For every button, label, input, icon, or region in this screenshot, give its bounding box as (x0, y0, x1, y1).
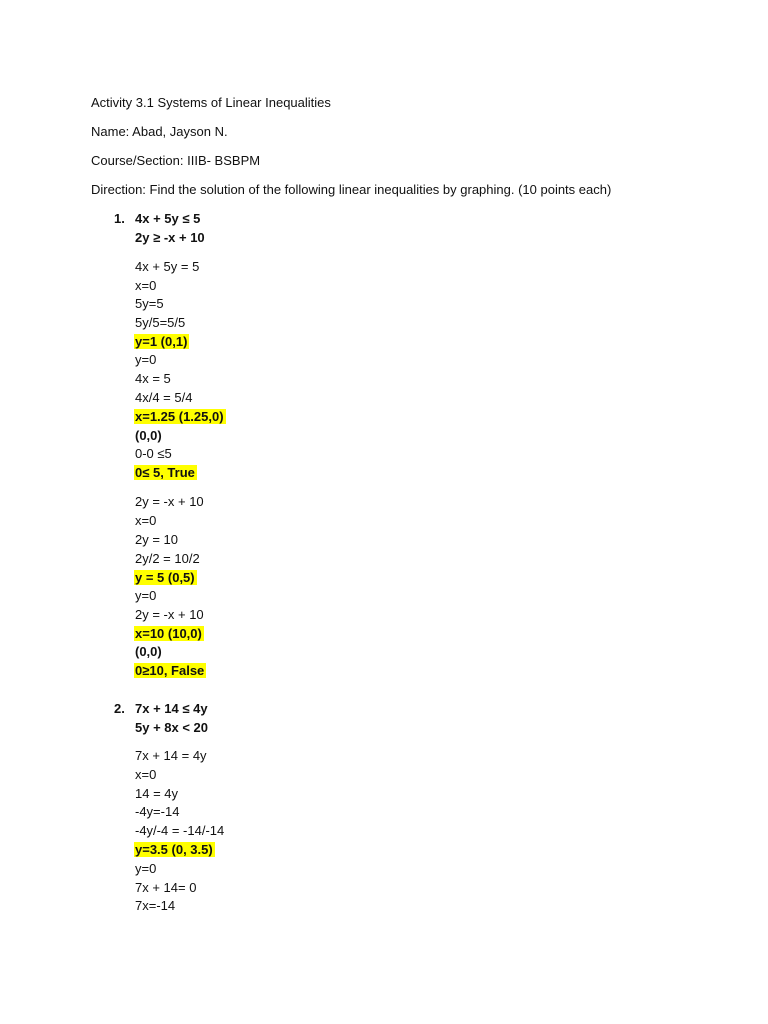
student-name: Name: Abad, Jayson N. (91, 124, 228, 139)
problem-1-inequality-2: 2y ≥ -x + 10 (135, 230, 205, 245)
problem-2-number: 2. (114, 701, 125, 716)
highlight: 0≥10, False (135, 663, 205, 678)
highlighted-result (135, 334, 189, 350)
work-line: y=0 (135, 352, 157, 367)
highlight: 0≤ 5, True (135, 465, 195, 480)
highlight: x=1.25 (1.25,0) (135, 409, 224, 424)
highlight: y = 5 (0,5) (135, 570, 195, 585)
work-line: -4y=-14 (135, 804, 180, 819)
direction-text: Direction: Find the solution of the following linear inequalities by graphing. (10 points each) (91, 182, 612, 197)
work-line: 2y/2 = 10/2 (135, 551, 200, 566)
work-line: 4x/4 = 5/4 (135, 390, 193, 405)
work-line: 5y=5 (135, 296, 164, 311)
work-line: 7x + 14 = 4y (135, 748, 207, 763)
work-line: 2y = -x + 10 (135, 494, 204, 509)
test-point: (0,0) (135, 428, 162, 443)
course-section: Course/Section: IIIB- BSBPM (91, 153, 261, 168)
highlighted-result (135, 842, 215, 858)
work-line: 0-0 ≤5 (135, 446, 172, 461)
highlighted-result (135, 663, 206, 679)
problem-2-inequality-2: 5y + 8x < 20 (135, 720, 209, 735)
work-line: 4x = 5 (135, 371, 171, 386)
highlighted-result (135, 626, 204, 642)
work-line: x=0 (135, 513, 157, 528)
problem-1-number: 1. (114, 211, 125, 226)
problem-1-inequality-1: 4x + 5y ≤ 5 (135, 211, 201, 226)
highlighted-result (135, 409, 226, 425)
work-line: 5y/5=5/5 (135, 315, 186, 330)
work-line: 4x + 5y = 5 (135, 259, 200, 274)
highlighted-result (135, 465, 197, 481)
work-line: y=0 (135, 861, 157, 876)
highlight: y=3.5 (0, 3.5) (135, 842, 213, 857)
work-line: 7x=-14 (135, 898, 176, 913)
work-line: 2y = -x + 10 (135, 607, 204, 622)
activity-title: Activity 3.1 Systems of Linear Inequalities (91, 95, 331, 110)
work-line: 7x + 14= 0 (135, 880, 197, 895)
test-point: (0,0) (135, 644, 162, 659)
highlighted-result (135, 570, 197, 586)
work-line: y=0 (135, 588, 157, 603)
problem-2-inequality-1: 7x + 14 ≤ 4y (135, 701, 208, 716)
work-line: 2y = 10 (135, 532, 179, 547)
work-line: x=0 (135, 767, 157, 782)
highlight: y=1 (0,1) (135, 334, 188, 349)
work-line: 14 = 4y (135, 786, 179, 801)
highlight: x=10 (10,0) (135, 626, 202, 641)
work-line: -4y/-4 = -14/-14 (135, 823, 225, 838)
work-line: x=0 (135, 278, 157, 293)
